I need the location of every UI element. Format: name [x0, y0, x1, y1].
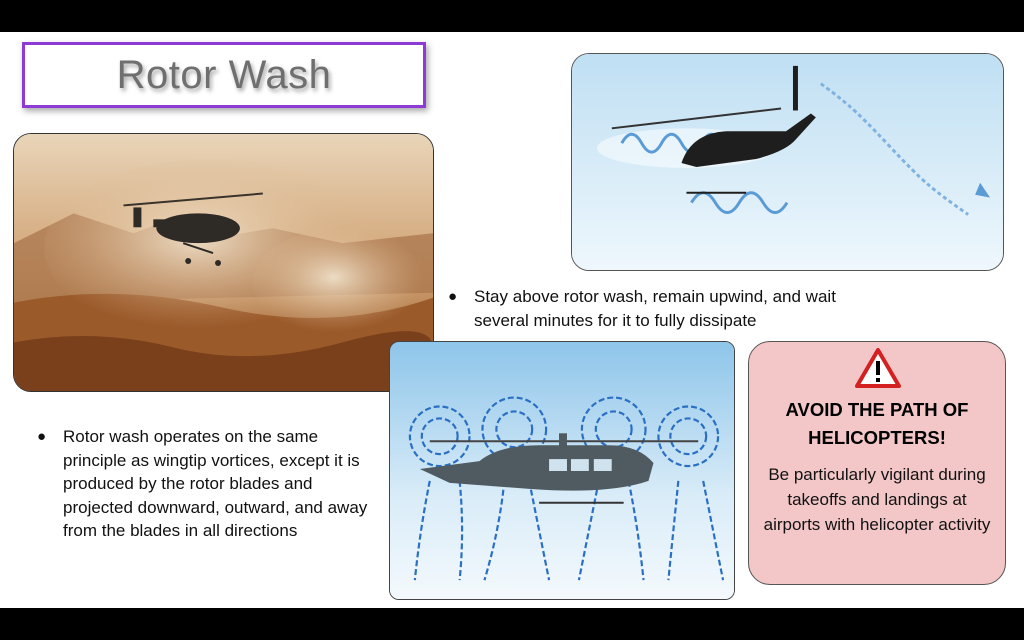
- desert-scene: [14, 134, 433, 391]
- rotor-wash-diagram-image: [389, 341, 735, 600]
- bullet-dot: ●: [448, 288, 458, 305]
- helicopter-vortex-image: [571, 53, 1004, 271]
- bullet-text: Rotor wash operates on the same principle as wingtip vortices, except it is produced by the rotor blades and projected downward, outward, and away from the blades in all directions: [63, 427, 368, 540]
- bullet-dot: ●: [37, 428, 47, 445]
- warning-body: Be particularly vigilant during takeoffs and landings at airports with helicopter activity: [763, 465, 991, 534]
- sky-scene: [572, 54, 1003, 270]
- warning-heading: AVOID THE PATH OF HELICOPTERS!: [785, 399, 969, 448]
- helicopter-dust-image: [13, 133, 434, 392]
- slide: [0, 32, 1024, 608]
- bullet-rotor-wash-advice: [448, 285, 868, 332]
- warning-callout: [748, 341, 1006, 585]
- bullet-rotor-wash-explanation: [37, 425, 377, 543]
- title-box: [22, 42, 426, 108]
- vortex-scene: [390, 342, 734, 599]
- bullet-text: Stay above rotor wash, remain upwind, and wait several minutes for it to fully dissipate: [474, 287, 836, 330]
- slide-title: Rotor Wash: [116, 52, 332, 97]
- warning-triangle-icon: [855, 348, 901, 388]
